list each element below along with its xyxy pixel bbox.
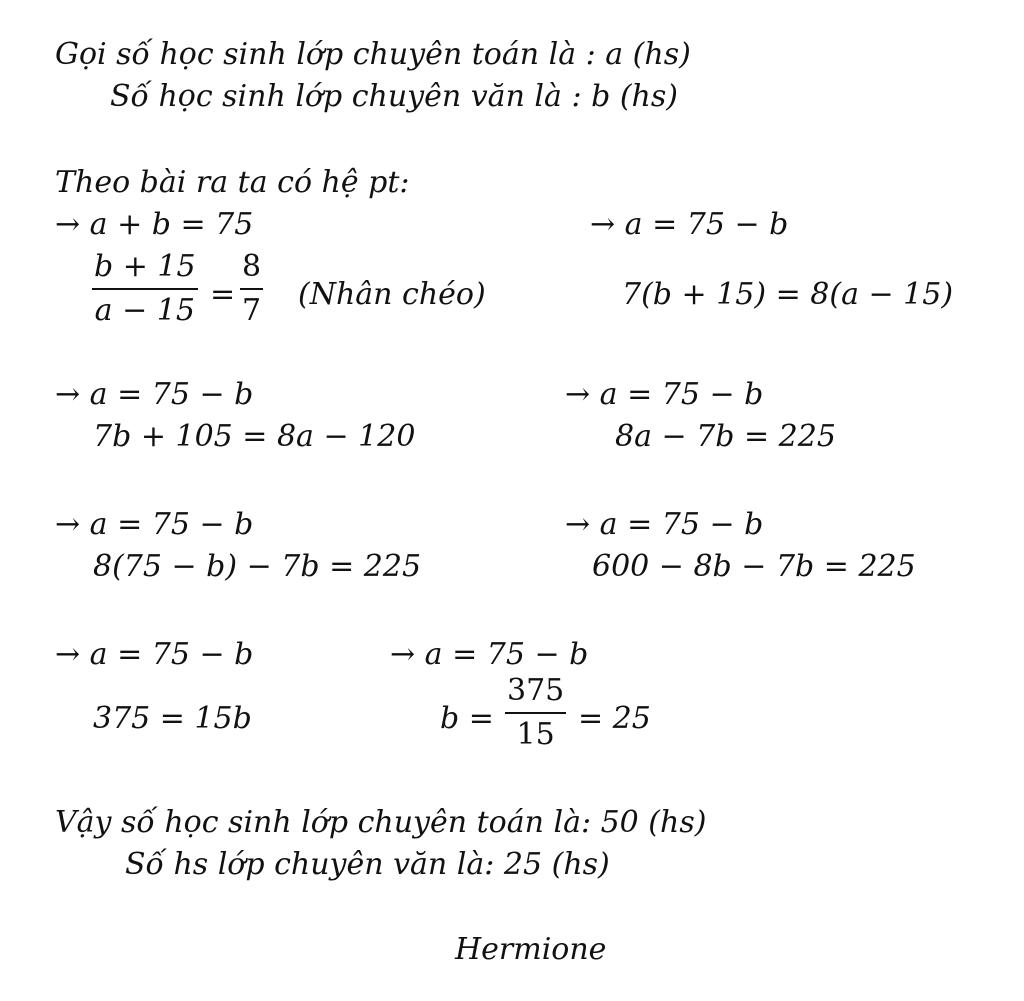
conclusion-line-2: Số hs lớp chuyên văn là: 25 (hs) <box>125 847 610 882</box>
block2-right-row2: 8a − 7b = 225 <box>615 419 836 454</box>
block2-left-row2: 7b + 105 = 8a − 120 <box>93 419 416 454</box>
block1-left-row1: → a + b = 75 <box>55 207 254 242</box>
block3-left-row2: 8(75 − b) − 7b = 225 <box>93 549 422 584</box>
intro-line-2: Số học sinh lớp chuyên văn là : b (hs) <box>110 79 678 114</box>
fraction-bar <box>240 288 263 290</box>
fraction-bar <box>505 712 566 714</box>
conclusion-line-1: Vậy số học sinh lớp chuyên toán là: 50 (hs) <box>55 805 707 840</box>
block4-frac-numerator: 375 <box>507 673 565 708</box>
signature: Hermione <box>455 932 607 967</box>
block1-frac-numerator: b + 15 <box>94 249 196 284</box>
block4-fraction <box>505 673 566 752</box>
block1-note: (Nhân chéo) <box>298 277 486 312</box>
block1-equals: = <box>210 277 236 312</box>
block4-right-row1: → a = 75 − b <box>390 637 589 672</box>
block4-left-row2: 375 = 15b <box>93 701 252 736</box>
block1-right-row2: 7(b + 15) = 8(a − 15) <box>622 277 954 312</box>
block1-fraction <box>92 249 198 328</box>
block3-left-row1: → a = 75 − b <box>55 507 254 542</box>
block3-right-row1: → a = 75 − b <box>565 507 764 542</box>
block1-right-row1: → a = 75 − b <box>590 207 789 242</box>
block1-rhs-numerator: 8 <box>242 249 262 284</box>
block4-right-lhs: b = <box>440 701 494 736</box>
intro-line-1: Gọi số học sinh lớp chuyên toán là : a (hs) <box>55 37 691 72</box>
block3-right-row2: 600 − 8b − 7b = 225 <box>592 549 916 584</box>
block4-frac-denominator: 15 <box>516 717 555 752</box>
block4-right-rhs: = 25 <box>578 701 651 736</box>
block2-left-row1: → a = 75 − b <box>55 377 254 412</box>
system-heading: Theo bài ra ta có hệ pt: <box>55 165 410 200</box>
block4-left-row1: → a = 75 − b <box>55 637 254 672</box>
fraction-bar <box>92 288 198 290</box>
block1-rhs-denominator: 7 <box>242 293 262 328</box>
block1-frac-denominator: a − 15 <box>94 293 195 328</box>
block2-right-row1: → a = 75 − b <box>565 377 764 412</box>
block1-rhs-fraction <box>240 249 263 328</box>
